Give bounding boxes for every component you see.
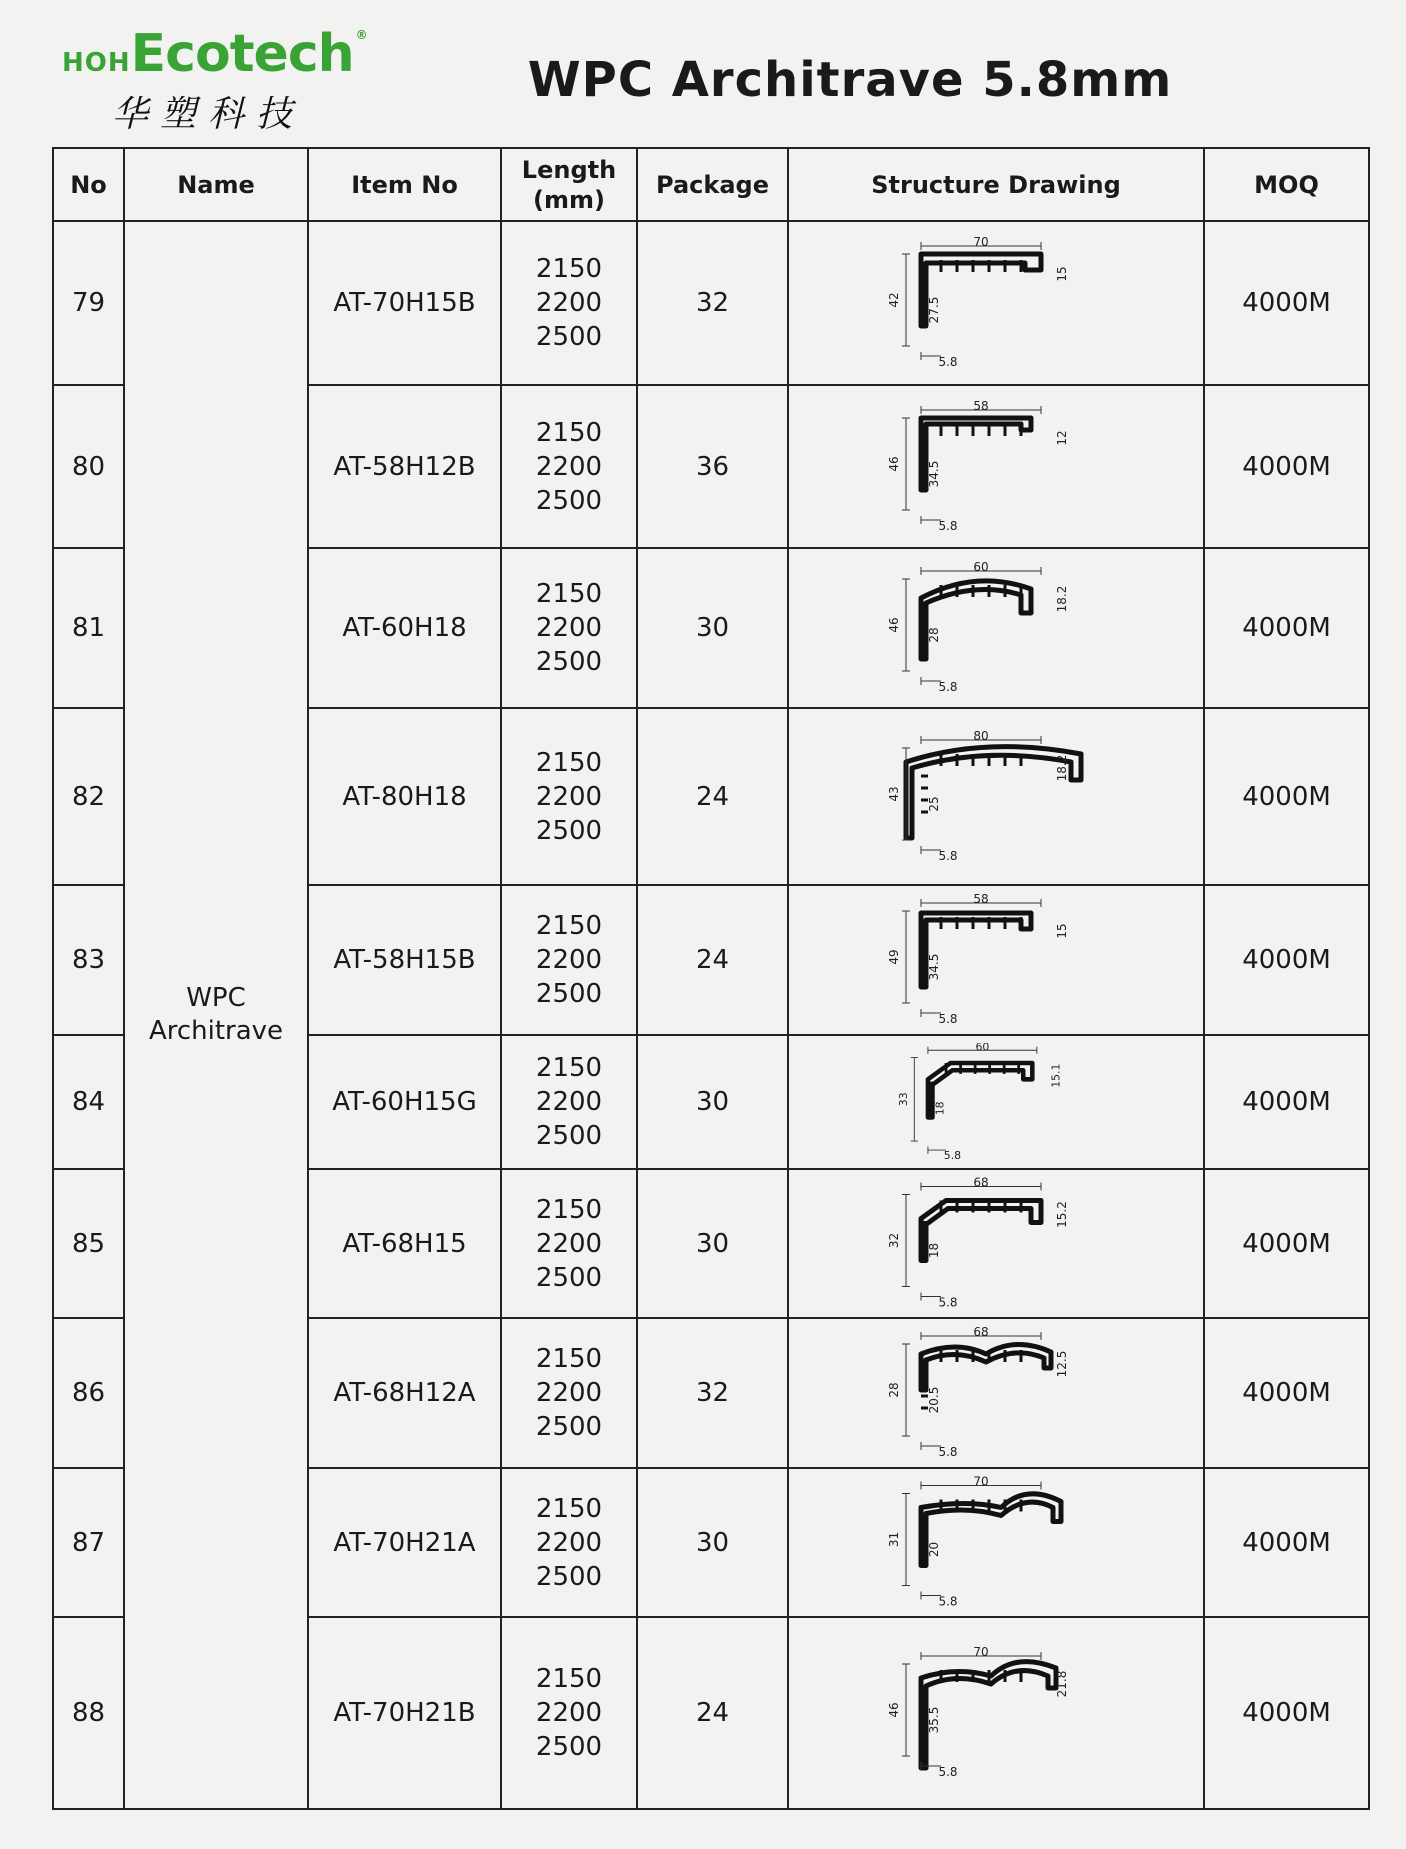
package-count: 24 — [637, 1617, 788, 1809]
registered-mark: ® — [355, 28, 368, 42]
page-header — [0, 0, 1406, 145]
dim-inner-height-label: 34.5 — [927, 953, 941, 981]
profile-drawing — [866, 558, 1126, 698]
length-options — [501, 548, 637, 708]
dim-width-label: 60 — [973, 560, 989, 574]
dim-inner-height-label: 35.5 — [927, 1706, 941, 1734]
dim-width-label: 58 — [973, 398, 989, 413]
length-value: 2150 — [535, 1194, 603, 1225]
item-no: AT-68H15 — [308, 1169, 501, 1318]
length-value: 2150 — [535, 911, 603, 941]
structure-drawing — [788, 1617, 1204, 1809]
dim-height-label: 46 — [887, 1702, 901, 1718]
length-value: 2150 — [535, 1053, 603, 1083]
length-options — [501, 708, 637, 885]
length-value: 2200 — [535, 1087, 603, 1117]
dim-height-label: 32 — [887, 1232, 901, 1249]
length-value: 2500 — [535, 485, 603, 516]
moq-value: 4000M — [1204, 885, 1369, 1035]
profile-drawing — [866, 1326, 1126, 1460]
dim-height-label: 31 — [887, 1531, 901, 1548]
dim-inner-height-label: 25 — [927, 795, 941, 812]
length-value: 2200 — [535, 1527, 603, 1558]
length-value: 2200 — [535, 945, 603, 975]
row-no: 84 — [53, 1035, 124, 1169]
package-count: 30 — [637, 548, 788, 708]
dim-width-label: 60 — [975, 1043, 990, 1054]
col-header-no: No — [53, 148, 124, 221]
length-value: 2500 — [535, 1561, 603, 1592]
dim-width-label: 70 — [973, 1645, 989, 1659]
col-header-item-no: Item No — [308, 148, 501, 221]
dim-inner-height-label: 20 — [927, 1541, 941, 1558]
table-row — [53, 221, 1369, 385]
item-no: AT-58H12B — [308, 385, 501, 548]
col-header-length: Length (mm) — [501, 148, 637, 221]
length-value: 2200 — [535, 1228, 603, 1259]
dim-height-label: 46 — [887, 617, 901, 633]
dim-wall-label: 5.8 — [943, 1149, 962, 1161]
moq-value: 4000M — [1204, 708, 1369, 885]
dim-width-label: 68 — [973, 1326, 989, 1339]
dim-thickness-label: 21.8 — [1055, 1670, 1069, 1698]
length-value: 2200 — [535, 781, 603, 812]
package-count: 32 — [637, 1318, 788, 1468]
row-no: 87 — [53, 1468, 124, 1617]
structure-drawing — [788, 221, 1204, 385]
package-count: 30 — [637, 1468, 788, 1617]
dim-thickness-label: 15 — [1055, 923, 1069, 939]
package-count: 30 — [637, 1035, 788, 1169]
dim-width-label: 70 — [973, 1476, 989, 1489]
dim-height-label: 28 — [887, 1382, 901, 1398]
length-value: 2150 — [535, 1664, 603, 1694]
item-no: AT-58H15B — [308, 885, 501, 1035]
item-no: AT-70H15B — [308, 221, 501, 385]
structure-drawing — [788, 885, 1204, 1035]
col-header-moq: MOQ — [1204, 148, 1369, 221]
row-no: 88 — [53, 1617, 124, 1809]
moq-value: 4000M — [1204, 548, 1369, 708]
length-value: 2500 — [535, 1121, 603, 1151]
row-no: 86 — [53, 1318, 124, 1468]
structure-drawing — [788, 708, 1204, 885]
dim-thickness-label: 12 — [1055, 429, 1069, 446]
dim-inner-height-label: 20.5 — [927, 1386, 941, 1414]
dim-height-label: 42 — [887, 292, 901, 308]
length-options — [501, 1035, 637, 1169]
product-name-cell: WPC Architrave — [124, 221, 308, 1809]
row-no: 81 — [53, 548, 124, 708]
structure-drawing — [788, 1035, 1204, 1169]
profile-drawing — [866, 397, 1126, 537]
dim-width-label: 70 — [973, 235, 989, 249]
page-title: WPC Architrave 5.8mm — [527, 52, 1173, 108]
package-count: 30 — [637, 1169, 788, 1318]
profile-outline — [921, 581, 1031, 659]
item-no: AT-70H21B — [308, 1617, 501, 1809]
profile-drawing — [866, 1643, 1126, 1783]
length-options — [501, 1318, 637, 1468]
length-options — [501, 1169, 637, 1318]
dim-inner-height-label: 18 — [927, 1242, 941, 1259]
item-no: AT-60H18 — [308, 548, 501, 708]
length-options — [501, 385, 637, 548]
dim-wall-label: 5.8 — [938, 1295, 958, 1310]
length-value: 2500 — [535, 815, 603, 846]
profile-drawing — [866, 727, 1126, 867]
dim-thickness-label: 18.2 — [1055, 585, 1069, 613]
length-value: 2200 — [535, 613, 603, 643]
moq-value: 4000M — [1204, 1617, 1369, 1809]
row-no: 79 — [53, 221, 124, 385]
moq-value: 4000M — [1204, 1468, 1369, 1617]
row-no: 80 — [53, 385, 124, 548]
dim-width-label: 68 — [973, 1177, 989, 1190]
brand-logo — [62, 24, 368, 138]
length-options — [501, 221, 637, 385]
col-header-name: Name — [124, 148, 308, 221]
dim-wall-label: 5.8 — [938, 680, 958, 694]
moq-value: 4000M — [1204, 221, 1369, 385]
length-value: 2150 — [535, 1344, 603, 1374]
item-no: AT-68H12A — [308, 1318, 501, 1468]
dim-wall-label: 5.8 — [938, 518, 958, 533]
dim-thickness-label: 18.2 — [1055, 754, 1069, 781]
profile-drawing — [866, 1177, 1126, 1310]
length-value: 2200 — [535, 1698, 603, 1728]
row-no: 82 — [53, 708, 124, 885]
dim-thickness-label: 12.5 — [1055, 1350, 1069, 1378]
dim-width-label: 80 — [973, 728, 989, 743]
logo-hoh-text: HOH — [62, 48, 131, 78]
profile-drawing — [866, 1043, 1126, 1161]
length-value: 2500 — [535, 979, 603, 1009]
logo-chinese-text: 华塑科技 — [112, 94, 305, 135]
dim-wall-label: 5.8 — [938, 1765, 958, 1779]
length-value: 2500 — [535, 1732, 603, 1762]
structure-drawing — [788, 1318, 1204, 1468]
moq-value: 4000M — [1204, 385, 1369, 548]
package-count: 24 — [637, 708, 788, 885]
structure-drawing — [788, 1169, 1204, 1318]
profile-drawing — [866, 233, 1126, 373]
row-no: 85 — [53, 1169, 124, 1318]
structure-drawing — [788, 1468, 1204, 1617]
col-header-structure-drawing: Structure Drawing — [788, 148, 1204, 221]
dim-wall-label: 5.8 — [938, 355, 958, 369]
dim-inner-height-label: 18 — [933, 1101, 947, 1116]
length-value: 2150 — [535, 579, 603, 609]
row-no: 83 — [53, 885, 124, 1035]
dim-thickness-label: 15.2 — [1055, 1201, 1069, 1228]
length-value: 2500 — [535, 322, 603, 352]
dim-thickness-label: 15 — [1055, 266, 1069, 282]
moq-value: 4000M — [1204, 1318, 1369, 1468]
length-value: 2150 — [535, 747, 603, 778]
length-options — [501, 1468, 637, 1617]
dim-height-label: 33 — [897, 1092, 911, 1107]
length-value: 2500 — [535, 1412, 603, 1442]
length-value: 2200 — [535, 1378, 603, 1408]
dim-height-label: 46 — [887, 455, 901, 472]
structure-drawing — [788, 385, 1204, 548]
item-no: AT-80H18 — [308, 708, 501, 885]
package-count: 32 — [637, 221, 788, 385]
length-value: 2200 — [535, 451, 603, 482]
dim-wall-label: 5.8 — [938, 1594, 958, 1609]
dim-wall-label: 5.8 — [938, 1012, 958, 1026]
moq-value: 4000M — [1204, 1169, 1369, 1318]
dim-thickness-label: 15.1 — [1049, 1063, 1063, 1088]
length-value: 2150 — [535, 254, 603, 284]
item-no: AT-60H15G — [308, 1035, 501, 1169]
dim-width-label: 58 — [973, 893, 989, 906]
dim-height-label: 43 — [887, 785, 901, 802]
length-value: 2150 — [535, 1493, 603, 1524]
structure-drawing — [788, 548, 1204, 708]
dim-height-label: 49 — [887, 949, 901, 965]
table-header-row — [53, 148, 1369, 221]
dim-inner-height-label: 28 — [927, 627, 941, 643]
col-header-package: Package — [637, 148, 788, 221]
dim-wall-label: 5.8 — [938, 848, 958, 863]
moq-value: 4000M — [1204, 1035, 1369, 1169]
length-value: 2200 — [535, 288, 603, 318]
length-value: 2500 — [535, 1262, 603, 1293]
dim-inner-height-label: 27.5 — [927, 296, 941, 324]
length-value: 2150 — [535, 417, 603, 448]
profile-drawing — [866, 1476, 1126, 1609]
profile-drawing — [866, 893, 1126, 1027]
length-value: 2500 — [535, 647, 603, 677]
product-table — [52, 147, 1370, 1810]
dim-wall-label: 5.8 — [938, 1445, 958, 1459]
package-count: 36 — [637, 385, 788, 548]
logo-ecotech-text: Ecotech — [130, 24, 354, 84]
length-options — [501, 885, 637, 1035]
item-no: AT-70H21A — [308, 1468, 501, 1617]
dim-inner-height-label: 34.5 — [927, 460, 941, 487]
package-count: 24 — [637, 885, 788, 1035]
length-options — [501, 1617, 637, 1809]
